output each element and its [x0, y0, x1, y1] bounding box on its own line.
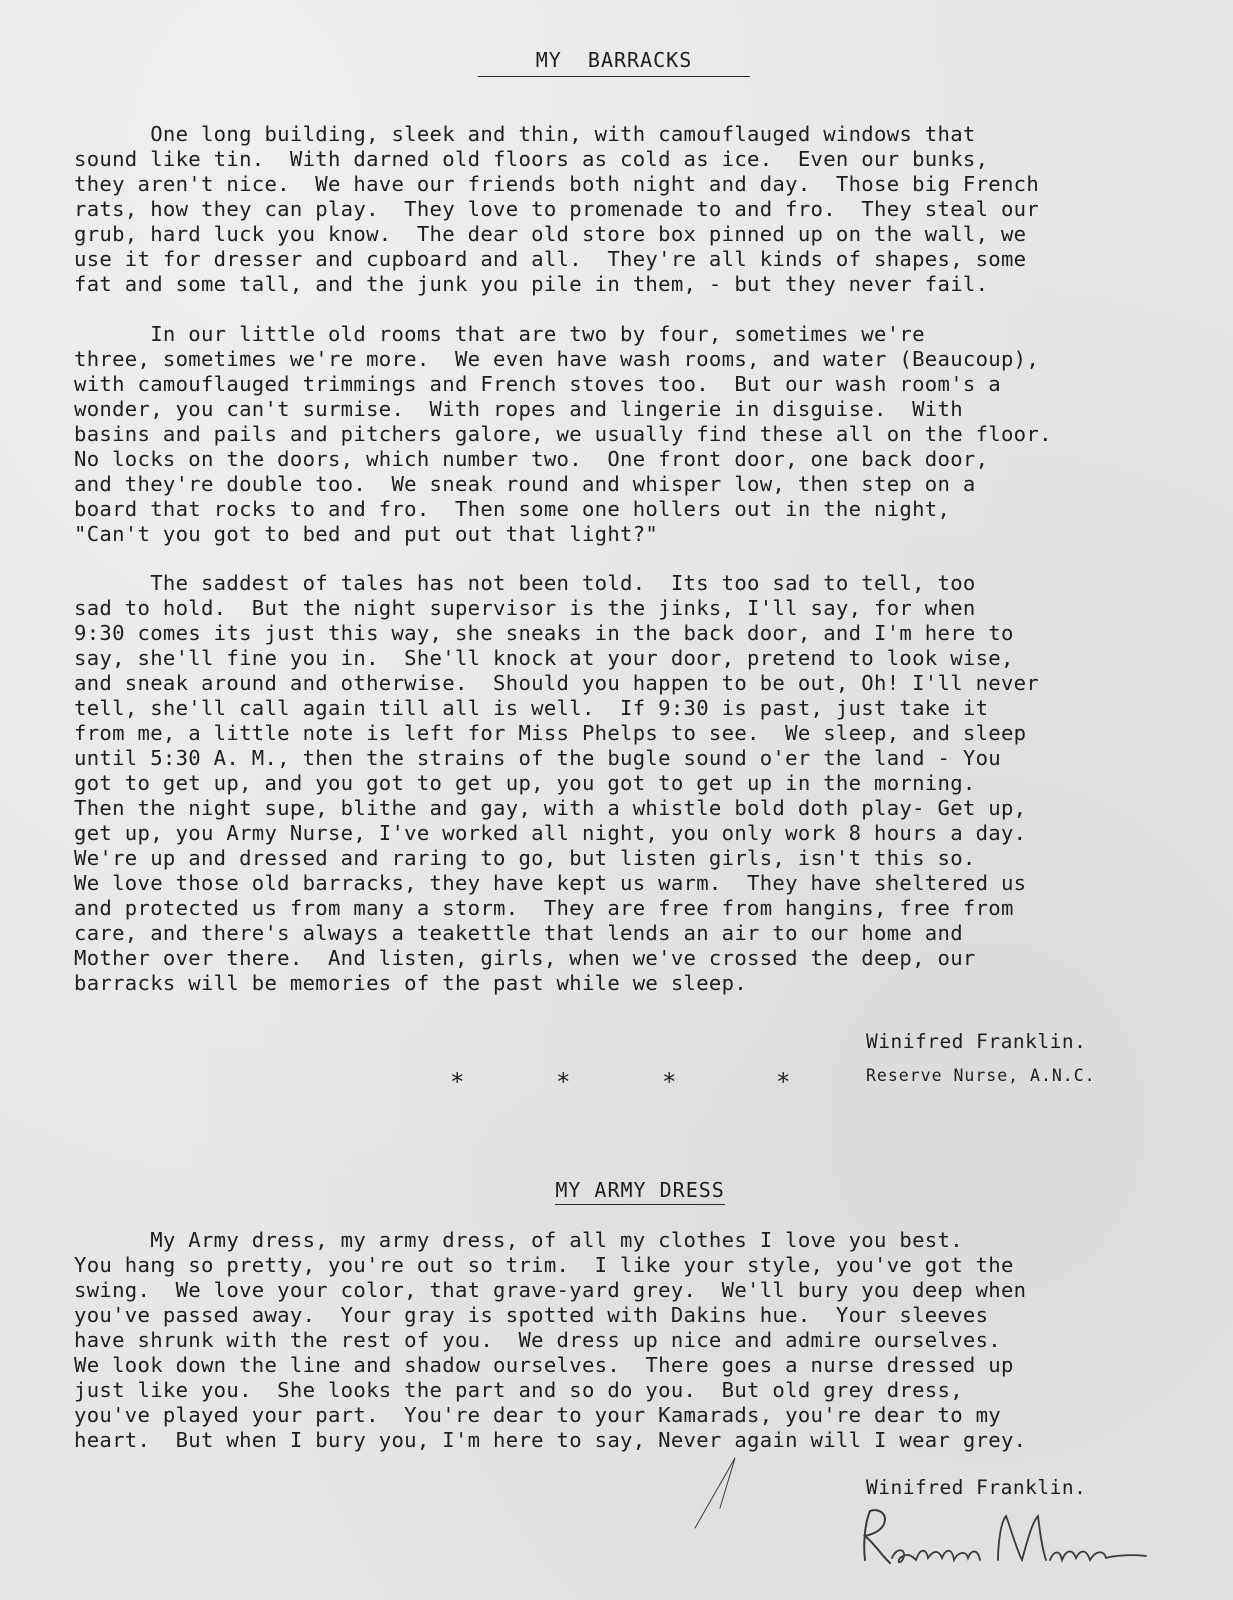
barracks-title: MY BARRACKS — [478, 48, 750, 77]
barracks-text-line: from me, a little note is left for Miss Phelps to see. We sleep, and sleep — [74, 721, 1027, 745]
barracks-text-line: say, she'll fine you in. She'll knock at your door, pretend to look wise, — [74, 646, 1014, 670]
dress-text-line: We look down the line and shadow ourselves. There goes a nurse dressed up — [74, 1353, 1014, 1377]
dress-text-line: you've played your part. You're dear to your Kamarads, you're dear to my — [74, 1403, 1001, 1427]
dress-text-line: My Army dress, my army dress, of all my clothes I love you best. — [74, 1228, 963, 1252]
dress-text-line: just like you. She looks the part and so do you. But old grey dress, — [74, 1378, 963, 1402]
barracks-text-line: rats, how they can play. They love to promenade to and fro. They steal our — [74, 197, 1040, 221]
barracks-text-line: barracks will be memories of the past while we sleep. — [74, 971, 748, 995]
barracks-text-line: they aren't nice. We have our friends both night and day. Those big French — [74, 172, 1040, 196]
barracks-text-line: In our little old rooms that are two by four, sometimes we're — [74, 322, 925, 346]
barracks-text-line: and protected us from many a storm. They are free from hangins, free from — [74, 896, 1014, 920]
barracks-text-line: use it for dresser and cupboard and all. They're all kinds of shapes, some — [74, 247, 1027, 271]
barracks-text-line: "Can't you got to bed and put out that light?" — [74, 522, 659, 546]
dress-text-line: swing. We love your color, that grave-yard grey. We'll bury you deep when — [74, 1278, 1027, 1302]
barracks-text-line: sad to hold. But the night supervisor is the jinks, I'll say, for when — [74, 596, 976, 620]
barracks-paragraph-1 — [74, 122, 1224, 297]
barracks-text-line: Mother over there. And listen, girls, when we've crossed the deep, our — [74, 946, 976, 970]
barracks-text-line: and sneak around and otherwise. Should you happen to be out, Oh! I'll never — [74, 671, 1040, 695]
barracks-text-line: One long building, sleek and thin, with camouflauged windows that — [74, 122, 976, 146]
barracks-signature: Winifred Franklin. — [866, 1030, 1087, 1053]
barracks-text-line: We're up and dressed and raring to go, but listen girls, isn't this so. — [74, 846, 976, 870]
separator-star: * — [776, 1068, 791, 1096]
barracks-text-line: The saddest of tales has not been told. Its too sad to tell, too — [74, 571, 976, 595]
barracks-text-line: care, and there's always a teakettle that lends an air to our home and — [74, 921, 963, 945]
barracks-paragraph-3 — [74, 571, 1224, 996]
barracks-text-line: get up, you Army Nurse, I've worked all night, you only work 8 hours a day. — [74, 821, 1027, 845]
dress-signature: Winifred Franklin. — [866, 1476, 1087, 1499]
dress-text-line: heart. But when I bury you, I'm here to say, Never again will I wear grey. — [74, 1428, 1027, 1452]
barracks-text-line: got to get up, and you got to get up, you got to get up in the morning. — [74, 771, 976, 795]
barracks-text-line: 9:30 comes its just this way, she sneaks in the back door, and I'm here to — [74, 621, 1014, 645]
barracks-text-line: with camouflauged trimmings and French stoves too. But our wash room's a — [74, 372, 1001, 396]
barracks-text-line: three, sometimes we're more. We even have wash rooms, and water (Beaucoup), — [74, 347, 1040, 371]
barracks-text-line: basins and pails and pitchers galore, we usually find these all on the floor. — [74, 422, 1052, 446]
separator-star: * — [556, 1068, 571, 1096]
dress-title-text: MY ARMY DRESS — [555, 1178, 725, 1205]
dress-text-line: You hang so pretty, you're out so trim. I like your style, you've got the — [74, 1253, 1014, 1277]
handwritten-signature-image — [660, 1398, 1180, 1598]
separator-star: * — [662, 1068, 677, 1096]
barracks-text-line: We love those old barracks, they have kept us warm. They have sheltered us — [74, 871, 1027, 895]
barracks-role: Reserve Nurse, A.N.C. — [866, 1066, 1096, 1085]
separator-star: * — [450, 1068, 465, 1096]
barracks-text-line: fat and some tall, and the junk you pile in them, - but they never fail. — [74, 272, 989, 296]
barracks-text-line: sound like tin. With darned old floors as cold as ice. Even our bunks, — [74, 147, 989, 171]
barracks-text-line: grub, hard luck you know. The dear old store box pinned up on the wall, we — [74, 222, 1027, 246]
barracks-text-line: and they're double too. We sneak round and whisper low, then step on a — [74, 472, 976, 496]
dress-text-line: you've passed away. Your gray is spotted with Dakins hue. Your sleeves — [74, 1303, 989, 1327]
barracks-text-line: until 5:30 A. M., then the strains of the bugle sound o'er the land - You — [74, 746, 1001, 770]
barracks-text-line: Then the night supe, blithe and gay, with a whistle bold doth play- Get up, — [74, 796, 1027, 820]
dress-text-line: have shrunk with the rest of you. We dress up nice and admire ourselves. — [74, 1328, 1001, 1352]
barracks-paragraph-2 — [74, 322, 1224, 547]
barracks-text-line: No locks on the doors, which number two. One front door, one back door, — [74, 447, 989, 471]
barracks-text-line: tell, she'll call again till all is well. If 9:30 is past, just take it — [74, 696, 989, 720]
barracks-text-line: board that rocks to and fro. Then some one hollers out in the night, — [74, 497, 951, 521]
barracks-text-line: wonder, you can't surmise. With ropes and lingerie in disguise. With — [74, 397, 963, 421]
dress-title — [478, 1154, 750, 1230]
